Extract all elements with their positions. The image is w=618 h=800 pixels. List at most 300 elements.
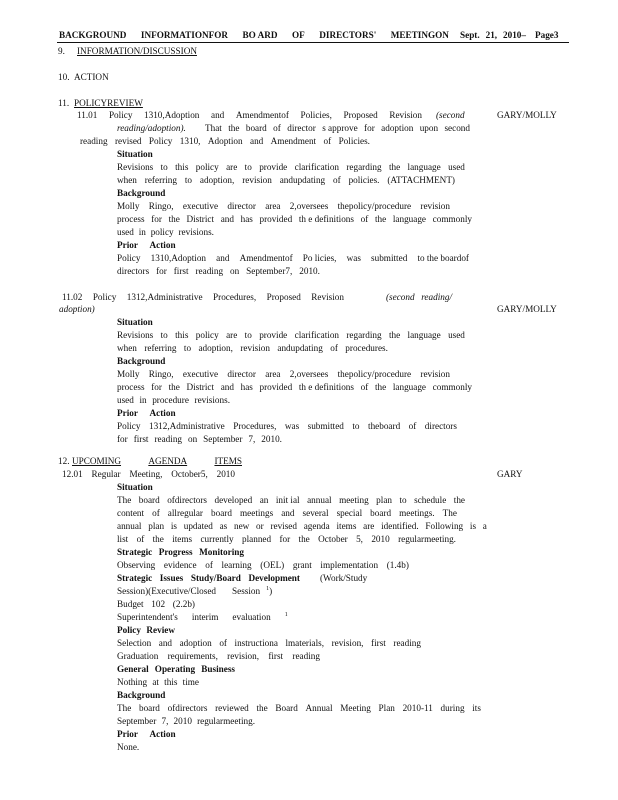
word: this (175, 330, 189, 340)
word: allregular (167, 508, 203, 518)
footnote-marker: 1 (284, 611, 288, 618)
section-9-title: INFORMATION/DISCUSSION (77, 46, 197, 56)
word: District (186, 214, 215, 224)
header-page-number: Page3 (535, 30, 559, 40)
word: revised (114, 136, 142, 146)
word: Po licies, (302, 253, 337, 263)
section-12-title (72, 455, 242, 468)
word: reading (393, 638, 421, 648)
word: of (152, 508, 160, 518)
word: Proposed (266, 292, 301, 302)
word: 11.02 (62, 292, 83, 302)
word: learning (221, 560, 252, 570)
word: and (250, 136, 264, 146)
word: UPCOMING (72, 456, 122, 466)
word: s approve (322, 123, 358, 133)
word: The (117, 495, 132, 505)
word: Annual (305, 703, 333, 713)
word: process (117, 214, 145, 224)
word: andupdating (277, 343, 323, 353)
word: (2.2b) (172, 599, 195, 609)
header-word: MEETINGON (390, 30, 449, 40)
word: area (265, 201, 281, 211)
word: director (287, 123, 316, 133)
item-1201-policy-review-2 (117, 650, 320, 663)
word: schedule (414, 495, 447, 505)
word: language (392, 382, 427, 392)
word: meeting (339, 495, 369, 505)
word: the (152, 534, 164, 544)
word: are (226, 330, 238, 340)
word: interim (191, 612, 219, 622)
word: September (203, 434, 243, 444)
word: for (151, 382, 162, 392)
word: and (216, 253, 230, 263)
word: this (164, 677, 178, 687)
word: language (407, 162, 441, 172)
word: th e definitions (298, 382, 354, 392)
word: meetings (240, 508, 274, 518)
word: revised (270, 521, 297, 531)
word: (1.4b) (386, 560, 409, 570)
word: (ATTACHMENT) (387, 175, 455, 185)
word: planned (242, 534, 272, 544)
word: directors (424, 421, 457, 431)
item-1101-line-1-italic: (second (436, 110, 465, 120)
word: revision (420, 201, 450, 211)
word: board (138, 495, 160, 505)
item-1102-background-3 (117, 394, 230, 407)
word: language (407, 330, 441, 340)
word: Revisions (117, 330, 154, 340)
word: was (284, 421, 300, 431)
word: Revision (311, 292, 344, 302)
word: of (330, 343, 338, 353)
word: Policies, (300, 110, 332, 120)
word: Budget (117, 599, 144, 609)
word: used (117, 395, 134, 405)
header-word: OF (291, 30, 305, 40)
word: as (219, 521, 228, 531)
word: andupdating (279, 175, 326, 185)
word: lmaterials, (285, 638, 325, 648)
word: Plan (378, 703, 395, 713)
word: agenda (303, 521, 330, 531)
word: used (448, 162, 465, 172)
word: and (220, 214, 234, 224)
word: the (453, 495, 465, 505)
word: reading (292, 651, 320, 661)
word: in (138, 227, 146, 237)
word: Amendment (270, 136, 317, 146)
word: adoption (381, 123, 414, 133)
word: of (408, 421, 417, 431)
word: 7, (248, 434, 256, 444)
word: special (336, 508, 363, 518)
word: first (371, 638, 386, 648)
word: Policies. (338, 136, 370, 146)
word: 12.01 (62, 469, 83, 479)
word: revisions. (178, 227, 214, 237)
word: October5, (171, 469, 208, 479)
word: first (173, 266, 189, 276)
word: Policy (117, 421, 141, 431)
word: Policy (108, 110, 133, 120)
word: annual (307, 495, 332, 505)
word: this (175, 162, 189, 172)
item-1201-strategic-issues-label-tail: (Work/Study (320, 573, 368, 583)
word: The (117, 703, 132, 713)
word: September (117, 716, 157, 726)
item-1201-situation-1 (117, 494, 465, 507)
word: provide (259, 330, 288, 340)
word: during (440, 703, 465, 713)
word: on (188, 434, 198, 444)
item-1201-general-operating-label (117, 663, 235, 676)
word: are (363, 521, 375, 531)
item-1101-situation-2 (117, 174, 455, 187)
word: items (336, 521, 357, 531)
word: ofdirectors (167, 495, 207, 505)
header-word: INFORMATIONFOR (140, 30, 228, 40)
word: evaluation (232, 612, 271, 622)
word: revisions. (194, 395, 230, 405)
word: commonly (432, 214, 472, 224)
word: of (273, 123, 281, 133)
word: and (220, 382, 234, 392)
word: 2010 (371, 534, 390, 544)
word: 1310,Adoption (150, 253, 207, 263)
word: Ringo, (148, 201, 174, 211)
word: and (281, 508, 295, 518)
word: Operating (154, 664, 196, 674)
word: first (133, 434, 149, 444)
word: 2010 (173, 716, 192, 726)
item-1102-assignee: GARY/MOLLY (497, 304, 557, 314)
word: when (117, 343, 137, 353)
item-1201-strategic-progress-label (117, 546, 244, 559)
word: executive (182, 369, 219, 379)
word: Policy (117, 253, 141, 263)
word: when (117, 175, 137, 185)
word: for (156, 266, 167, 276)
word: regularmeeting. (197, 716, 255, 726)
word: meetings. (399, 508, 435, 518)
header-date-word: Sept. (460, 30, 480, 40)
item-1201-prior-label: Prior Action (117, 729, 176, 739)
item-1102-prior-label: Prior Action (117, 408, 176, 418)
item-1201-strategic-issues-2 (117, 598, 195, 611)
word: the (388, 330, 401, 340)
word: Study/Board (190, 573, 241, 583)
word: (second (386, 292, 415, 302)
word: area (265, 369, 281, 379)
word: That (205, 123, 222, 133)
word: executive (182, 201, 219, 211)
word: the (228, 123, 240, 133)
word: provided (259, 382, 293, 392)
word: language (392, 214, 427, 224)
word: 2010 (216, 469, 235, 479)
word: the (374, 214, 387, 224)
word: Session (232, 586, 261, 596)
word: updated (183, 521, 213, 531)
word: several (302, 508, 329, 518)
word: currently (200, 534, 234, 544)
word: reviewed (215, 703, 249, 713)
word: reading (80, 136, 108, 146)
word: an (259, 495, 269, 505)
word: Regular (91, 469, 121, 479)
word: Business (201, 664, 235, 674)
word: for (279, 534, 291, 544)
word: Policy (148, 136, 173, 146)
footnote-marker: 1 (266, 585, 270, 592)
word: submitted (371, 253, 408, 263)
word: referring (144, 175, 177, 185)
word: Development (248, 573, 300, 583)
word: init ial (275, 495, 300, 505)
word: adoption, (198, 343, 233, 353)
word: the (168, 214, 180, 224)
word: Amendmentof (239, 253, 293, 263)
word: commonly (432, 382, 472, 392)
word: Board (275, 703, 298, 713)
word: Meeting (340, 703, 371, 713)
item-1201-prior-1: None. (117, 742, 140, 752)
word: 1312,Administrative (126, 292, 203, 302)
word: director (227, 201, 256, 211)
item-1101-background-label: Background (117, 188, 166, 198)
item-1201-strategic-issues-1 (117, 585, 272, 598)
word: (OEL) (260, 560, 285, 570)
word: 2,oversees (289, 369, 329, 379)
word: Procedures, (233, 421, 277, 431)
word: Policy (117, 625, 141, 635)
word: Selection (117, 638, 152, 648)
word: September7, (246, 266, 293, 276)
word: process (117, 382, 145, 392)
word: submitted (307, 421, 344, 431)
word: procedures. (345, 343, 388, 353)
word: revision (242, 175, 272, 185)
word: 7, (161, 716, 169, 726)
word: 1310,Adoption (144, 110, 200, 120)
item-1101-background-2 (117, 213, 472, 226)
word: Adoption (207, 136, 243, 146)
word: identified. (381, 521, 419, 531)
word: regarding (346, 162, 382, 172)
word: to the boardof (417, 253, 469, 263)
word: upon (419, 123, 439, 133)
word: of (205, 560, 213, 570)
item-1201-situation-4 (117, 533, 456, 546)
item-1102-background-1 (117, 368, 450, 381)
word: at (152, 677, 159, 687)
word: to (244, 162, 252, 172)
word: Ringo, (148, 369, 174, 379)
item-1201-strategic-progress-1 (117, 559, 409, 572)
word: Revisions (117, 162, 154, 172)
item-1101-prior-2 (117, 265, 320, 278)
word: reading (154, 434, 183, 444)
word: to (244, 330, 252, 340)
page-header (59, 29, 449, 42)
item-1101-line-2 (205, 122, 470, 135)
word: of (360, 214, 369, 224)
item-1102-background-2 (117, 381, 472, 394)
word: director (227, 369, 256, 379)
item-1101-line-2-italic: reading/adoption). (117, 123, 186, 133)
word: to (160, 162, 168, 172)
item-1101-prior-label: Prior Action (117, 240, 176, 250)
word: revision (240, 343, 270, 353)
word: thepolicy/procedure (337, 369, 412, 379)
word: revision (420, 369, 450, 379)
word: provide (259, 162, 288, 172)
word: revision, (227, 651, 260, 661)
word: a (482, 521, 487, 531)
word: policies. (348, 175, 380, 185)
word: theboard (368, 421, 401, 431)
word: October (318, 534, 348, 544)
item-1102-line-2-italic: adoption) (59, 304, 95, 314)
item-1102-situation-label: Situation (117, 317, 153, 327)
word: the (256, 703, 268, 713)
item-1201-background-1 (117, 702, 481, 715)
word: Following (425, 521, 464, 531)
word: and (211, 110, 225, 120)
word: grant (292, 560, 312, 570)
word: Monitoring (199, 547, 244, 557)
word: 1312,Administrative (148, 421, 225, 431)
word: to (399, 495, 407, 505)
item-1201-line-1 (62, 468, 235, 481)
word: the (388, 162, 401, 172)
item-1102-prior-2 (117, 433, 282, 446)
item-1201-situation-label: Situation (117, 482, 153, 492)
word: board (138, 703, 160, 713)
word: Nothing (117, 677, 148, 687)
word: of (219, 638, 227, 648)
word: ITEMS (214, 456, 242, 466)
word: for (364, 123, 375, 133)
item-1201-background-label: Background (117, 690, 166, 700)
word: 2010. (299, 266, 320, 276)
word: content (117, 508, 145, 518)
header-date-word: 21, (485, 30, 498, 40)
word: Amendmentof (235, 110, 289, 120)
item-1101-line-3 (80, 135, 370, 148)
word: adoption (179, 638, 212, 648)
word: Superintendent's (117, 612, 178, 622)
word: Strategic (117, 547, 153, 557)
word: policy (195, 330, 219, 340)
item-1101-background-3 (117, 226, 214, 239)
header-word: BO ARD (242, 30, 278, 40)
word: regarding (346, 330, 382, 340)
word: developed (214, 495, 253, 505)
item-1101-assignee: GARY/MOLLY (497, 110, 557, 120)
word: adoption, (199, 175, 235, 185)
word: implementation (320, 560, 379, 570)
word: annual (117, 521, 142, 531)
word: to (160, 330, 168, 340)
word: was (346, 253, 361, 263)
item-1201-situation-3 (117, 520, 487, 533)
item-1101-line-1 (77, 109, 422, 122)
item-1102-line-1-italic (386, 291, 452, 304)
word: is (469, 521, 477, 531)
word: 2010. (261, 434, 282, 444)
word: in (139, 395, 147, 405)
header-date (460, 29, 526, 42)
item-1101-prior-1 (117, 252, 469, 265)
word: has (240, 214, 253, 224)
item-1201-policy-review-1 (117, 637, 421, 650)
item-1201-strategic-issues-3 (117, 611, 288, 624)
word: its (472, 703, 481, 713)
section-11-title: POLICYREVIEW (74, 98, 143, 108)
word: second (444, 123, 470, 133)
section-10-number: 10. (58, 72, 70, 82)
word: provided (259, 214, 293, 224)
word: The (442, 508, 457, 518)
word: Strategic (117, 573, 153, 583)
word: list (117, 534, 129, 544)
word: has (240, 382, 253, 392)
word: used (448, 330, 465, 340)
word: AGENDA (148, 456, 188, 466)
word: thepolicy/procedure (337, 201, 412, 211)
word: procedure (152, 395, 189, 405)
word: to (352, 421, 360, 431)
word: 102 (151, 599, 166, 609)
word: policy (150, 227, 174, 237)
word: directors (117, 266, 150, 276)
header-word: BACKGROUND (59, 30, 127, 40)
word: reading (195, 266, 224, 276)
word: ofdirectors (167, 703, 208, 713)
item-1102-background-label: Background (117, 356, 166, 366)
word: to (183, 343, 192, 353)
header-date-word: 2010– (503, 30, 526, 40)
item-1102-situation-1 (117, 329, 465, 342)
word: for (117, 434, 128, 444)
word: Revision (389, 110, 422, 120)
word: Progress (158, 547, 193, 557)
word: ) (269, 586, 273, 596)
item-1101-situation-label: Situation (117, 149, 153, 159)
word: Meeting, (129, 469, 163, 479)
word: 5, (356, 534, 363, 544)
section-10-title: ACTION (74, 72, 109, 82)
word: the (298, 534, 310, 544)
word: Graduation (117, 651, 159, 661)
word: Policy (92, 292, 117, 302)
word: General (117, 664, 149, 674)
word: 2010-11 (402, 703, 433, 713)
word: clarification (294, 330, 340, 340)
word: evidence (163, 560, 197, 570)
section-9-number: 9. (58, 46, 65, 56)
section-11-number: 11. (58, 98, 70, 108)
word: items (172, 534, 193, 544)
word: board (370, 508, 392, 518)
item-1102-prior-1 (117, 420, 457, 433)
word: reading/ (421, 292, 452, 302)
word: of (136, 534, 145, 544)
